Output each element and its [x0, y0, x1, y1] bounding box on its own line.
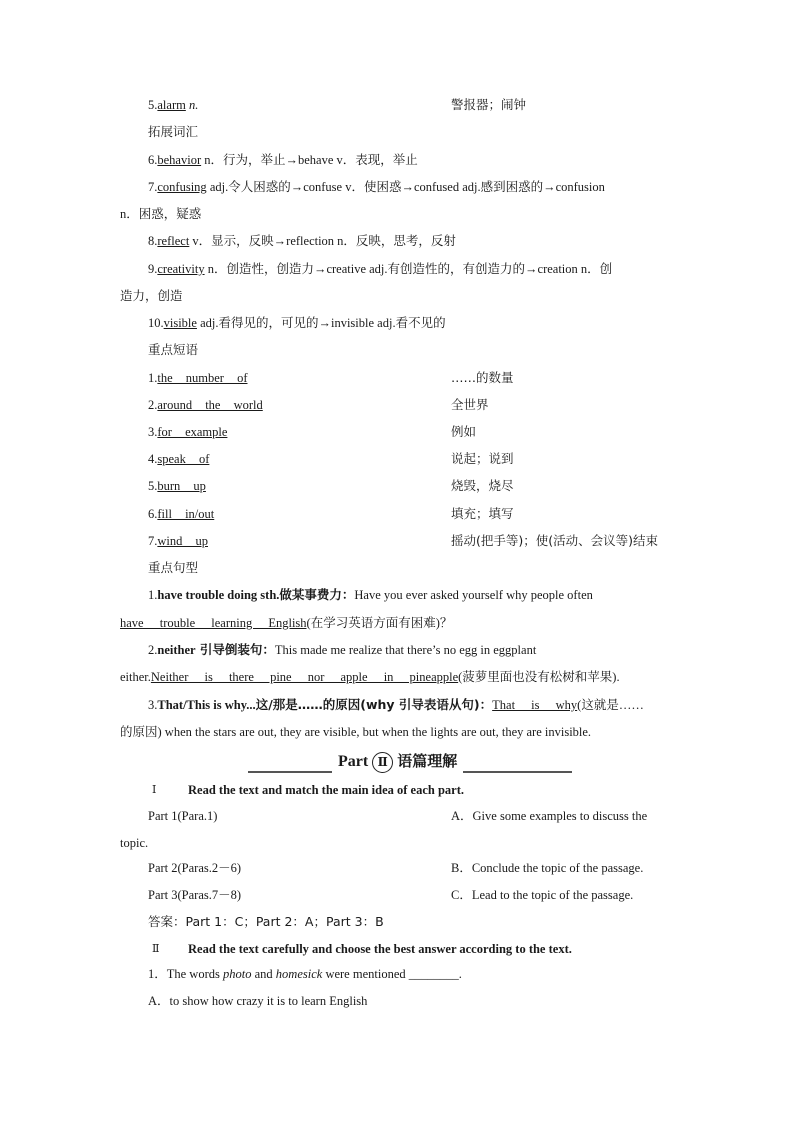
sentence-pattern-3-continuation: 的原因) when the stars are out, they are visible, but when the lights are out, they are invisible.: [120, 725, 592, 739]
match-left: Part 3(Paras.7－8): [148, 888, 242, 902]
section-instruction-1: Read the text and match the main idea of each part.: [188, 783, 465, 797]
sentence-pattern-1-answer: have trouble learning English(在学习英语方面有困难)？: [120, 616, 453, 630]
ext-vocab-continuation: n．困惑，疑惑: [120, 207, 202, 221]
phrase-item: 1.the number of: [148, 371, 248, 385]
phrase-meaning: 全世界: [451, 397, 489, 412]
part-numeral-badge: Ⅱ: [372, 752, 393, 773]
section-heading-key-phrases: 重点短语: [148, 342, 199, 357]
phrase-meaning: 烧毁，烧尽: [451, 478, 514, 493]
ext-vocab-item: 10.visible adj.看得见的，可见的→invisible adj.看不见的: [148, 316, 446, 330]
phrase-meaning: 例如: [451, 424, 477, 439]
vocab-word: alarm: [157, 98, 186, 112]
sentence-pattern-2-answer: either.Neither is there pine nor apple in pineapple(菠萝里面也没有松树和苹果).: [120, 670, 620, 684]
question-1-option-a: A．to show how crazy it is to learn English: [148, 994, 368, 1008]
sentence-pattern-2: 2.neither 引导倒装句：This made me realize that there’s no egg in eggplant: [148, 642, 537, 657]
ext-vocab-item: 6.behavior n．行为，举止→behave v．表现，举止: [148, 153, 418, 167]
answer-key: 答案：Part 1：C；Part 2：A；Part 3：B: [148, 914, 384, 929]
phrase-meaning: 填充；填写: [451, 506, 514, 521]
phrase-item: 7.wind up: [148, 534, 208, 548]
section-heading-extended-vocab: 拓展词汇: [148, 124, 199, 139]
vocab-item: 5.alarm n.: [148, 98, 199, 112]
phrase-meaning: 说起；说到: [451, 451, 514, 466]
match-right: B．Conclude the topic of the passage.: [451, 861, 644, 875]
match-left: Part 1(Para.1): [148, 809, 218, 823]
phrase-meaning: 摇动(把手等)；使(活动、会议等)结束: [451, 533, 659, 548]
sentence-pattern-1: 1.have trouble doing sth.做某事费力：Have you ever asked yourself why people often: [148, 587, 593, 602]
phrase-item: 5.burn up: [148, 479, 206, 493]
section-marker-1: Ⅰ: [152, 784, 157, 796]
phrase-meaning: ……的数量: [451, 370, 514, 385]
section-marker-2: Ⅱ: [152, 943, 160, 955]
ext-vocab-continuation: 造力，创造: [120, 289, 183, 303]
ext-vocab-item: 9.creativity n．创造性，创造力→creative adj.有创造性的，有创造力的→creation n．创: [148, 262, 613, 276]
match-right: C．Lead to the topic of the passage.: [451, 888, 634, 902]
phrase-item: 6.fill in/out: [148, 507, 215, 521]
sentence-pattern-3: 3.That/This is why...这/那是……的原因(why 引导表语从句)：That is why(这就是……: [148, 697, 644, 712]
match-left: Part 2(Paras.2－6): [148, 861, 242, 875]
match-right: A．Give some examples to discuss the: [451, 809, 648, 823]
ext-vocab-item: 7.confusing adj.令人困惑的→confuse v．使困惑→confused adj.感到困惑的→confusion: [148, 180, 605, 194]
question-1: 1．The words photo and homesick were mentioned ________.: [148, 967, 462, 981]
phrase-item: 2.around the world: [148, 398, 263, 412]
match-continuation: topic.: [120, 836, 149, 850]
vocab-meaning: 警报器；闹钟: [451, 97, 527, 112]
part-header: Part Ⅱ 语篇理解: [332, 749, 463, 774]
phrase-item: 3.for example: [148, 425, 228, 439]
section-instruction-2: Read the text carefully and choose the best answer according to the text.: [188, 942, 572, 956]
phrase-item: 4.speak of: [148, 452, 210, 466]
section-heading-key-sentences: 重点句型: [148, 560, 199, 575]
ext-vocab-item: 8.reflect v．显示，反映→reflection n．反映，思考，反射: [148, 234, 456, 248]
